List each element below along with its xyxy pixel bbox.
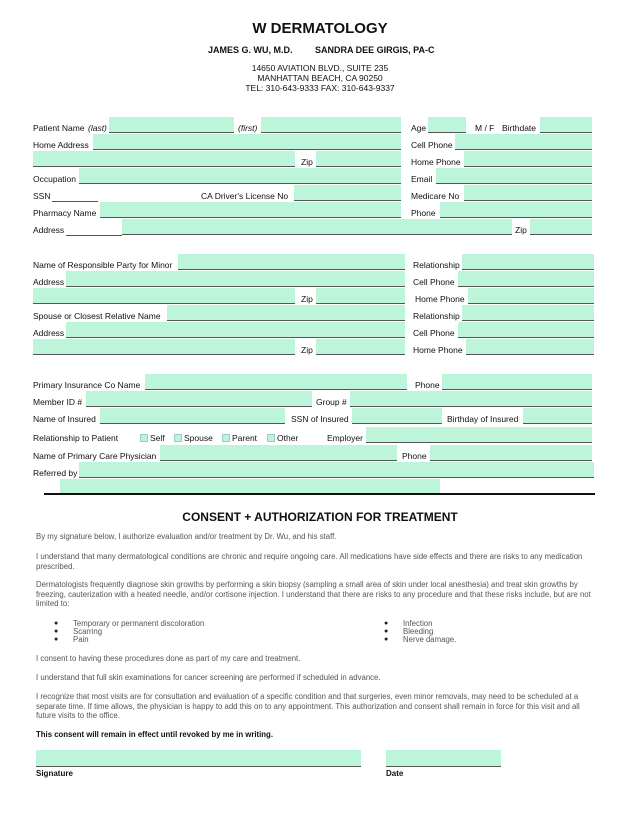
- spouse-address-label: Address: [33, 328, 65, 338]
- mf-label: M / F: [475, 123, 495, 133]
- doctor-1: JAMES G. WU, M.D.: [208, 45, 293, 55]
- risk-item: Bleeding: [403, 627, 434, 636]
- responsible-home-phone-field[interactable]: [468, 288, 594, 304]
- spouse-address-field[interactable]: [66, 322, 405, 338]
- pharmacy-address-label: Address: [33, 225, 65, 235]
- bullet-icon: ●: [384, 628, 389, 635]
- ssn-insured-field[interactable]: [352, 408, 442, 424]
- relationship-to-patient-label: Relationship to Patient: [33, 433, 119, 443]
- birthday-insured-label: Birthday of Insured: [447, 414, 519, 424]
- consent-paragraph-5: I understand that full skin examinations for cancer screening are performed if scheduled in advance.: [36, 673, 381, 682]
- home-address-field[interactable]: [93, 134, 401, 150]
- cell-phone-field[interactable]: [455, 134, 592, 150]
- primary-insurance-field[interactable]: [145, 374, 407, 390]
- bullet-icon: ●: [384, 636, 389, 643]
- spouse-cell-label: Cell Phone: [413, 328, 455, 338]
- pharmacy-address-underline: [66, 234, 122, 236]
- occupation-label: Occupation: [33, 174, 76, 184]
- pharmacy-zip-field[interactable]: [530, 219, 592, 235]
- pharmacy-label: Pharmacy Name: [33, 208, 97, 218]
- member-id-label: Member ID #: [33, 397, 83, 407]
- last-label: (last): [88, 123, 107, 133]
- patient-name-label: Patient Name: [33, 123, 85, 133]
- responsible-cell-field[interactable]: [458, 271, 594, 287]
- responsible-address-field[interactable]: [66, 271, 405, 287]
- signature-label: Signature: [36, 769, 73, 778]
- group-field[interactable]: [350, 391, 592, 407]
- home-address-label: Home Address: [33, 140, 89, 150]
- pharmacy-address-field[interactable]: [122, 219, 512, 235]
- risk-item: Temporary or permanent discoloration: [73, 619, 205, 628]
- bullet-icon: ●: [54, 620, 59, 627]
- pcp-field[interactable]: [160, 445, 397, 461]
- responsible-address-line2-field[interactable]: [33, 288, 295, 304]
- responsible-relationship-label: Relationship: [413, 260, 460, 270]
- spouse-checkbox[interactable]: [174, 434, 182, 442]
- date-label: Date: [386, 769, 404, 778]
- ssn-insured-label: SSN of Insured: [291, 414, 349, 424]
- insurance-phone-field[interactable]: [442, 374, 592, 390]
- first-name-field[interactable]: [261, 117, 401, 133]
- last-name-field[interactable]: [109, 117, 234, 133]
- bullet-icon: ●: [54, 628, 59, 635]
- spouse-home-phone-field[interactable]: [466, 339, 594, 355]
- group-label: Group #: [316, 397, 347, 407]
- responsible-home-phone-label: Home Phone: [415, 294, 465, 304]
- risk-item: Scarring: [73, 627, 103, 636]
- date-field[interactable]: [386, 750, 501, 767]
- pcp-label: Name of Primary Care Physician: [33, 451, 157, 461]
- spouse-label: Spouse or Closest Relative Name: [33, 311, 161, 321]
- employer-field[interactable]: [366, 427, 592, 443]
- ssn-field[interactable]: [52, 200, 98, 202]
- consent-paragraph-4: I consent to having these procedures done as part of my care and treatment.: [36, 654, 301, 663]
- zip-label: Zip: [301, 157, 313, 167]
- age-field[interactable]: [428, 117, 466, 133]
- spouse-field[interactable]: [167, 305, 405, 321]
- birthdate-label: Birthdate: [502, 123, 537, 133]
- bullet-icon: ●: [54, 636, 59, 643]
- medicare-field[interactable]: [464, 185, 592, 201]
- self-checkbox[interactable]: [140, 434, 148, 442]
- responsible-zip-label: Zip: [301, 294, 313, 304]
- email-label: Email: [411, 174, 433, 184]
- spouse-relationship-field[interactable]: [462, 305, 594, 321]
- responsible-cell-label: Cell Phone: [413, 277, 455, 287]
- bullet-icon: ●: [384, 620, 389, 627]
- responsible-name-label: Name of Responsible Party for Minor: [33, 260, 173, 270]
- other-checkbox[interactable]: [267, 434, 275, 442]
- member-id-field[interactable]: [86, 391, 312, 407]
- risk-item: Infection: [403, 619, 433, 628]
- phone-line: TEL: 310-643-9333 FAX: 310-643-9337: [245, 83, 395, 93]
- risk-item: Pain: [73, 635, 89, 644]
- parent-label: Parent: [232, 433, 258, 443]
- drivers-license-label: CA Driver's License No: [201, 191, 289, 201]
- spouse-home-phone-label: Home Phone: [413, 345, 463, 355]
- pharmacy-zip-label: Zip: [515, 225, 527, 235]
- pharmacy-phone-label: Phone: [411, 208, 436, 218]
- risk-item: Nerve damage.: [403, 635, 457, 644]
- pharmacy-phone-field[interactable]: [440, 202, 592, 218]
- referred-field[interactable]: [79, 462, 594, 478]
- parent-checkbox[interactable]: [222, 434, 230, 442]
- referred-label: Referred by: [33, 468, 78, 478]
- responsible-zip-field[interactable]: [316, 288, 405, 304]
- consent-paragraph-2: I understand that many dermatological conditions are chronic and require ongoing care. All medications have side effects and there are risks to any medication prescribed.: [36, 552, 583, 571]
- signature-field[interactable]: [36, 750, 361, 767]
- employer-label: Employer: [327, 433, 363, 443]
- birthdate-field[interactable]: [540, 117, 592, 133]
- responsible-relationship-field[interactable]: [462, 254, 594, 270]
- birthday-insured-field[interactable]: [523, 408, 592, 424]
- cell-phone-label: Cell Phone: [411, 140, 453, 150]
- responsible-address-label: Address: [33, 277, 65, 287]
- home-phone-label: Home Phone: [411, 157, 461, 167]
- pcp-phone-field[interactable]: [430, 445, 592, 461]
- primary-insurance-label: Primary Insurance Co Name: [33, 380, 141, 390]
- zip-field[interactable]: [316, 151, 401, 167]
- consent-paragraph-6: I recognize that most visits are for consultation and evaluation of a specific condition and that surgeries, even minor removals, may need to be scheduled at a separate time. If time allows, the physician is happy to add this on to any appointment. This authorization and consent shall remain in force for this visit and all future visits to the office.: [36, 692, 580, 721]
- spouse-zip-label: Zip: [301, 345, 313, 355]
- doctor-2: SANDRA DEE GIRGIS, PA-C: [315, 45, 435, 55]
- section-divider: [44, 493, 595, 495]
- email-field[interactable]: [436, 168, 592, 184]
- insured-name-field[interactable]: [100, 408, 285, 424]
- pharmacy-field[interactable]: [100, 202, 401, 218]
- insured-name-label: Name of Insured: [33, 414, 96, 424]
- medicare-label: Medicare No: [411, 191, 460, 201]
- ssn-label: SSN: [33, 191, 51, 201]
- occupation-field[interactable]: [79, 168, 401, 184]
- drivers-license-field[interactable]: [294, 185, 401, 201]
- practice-title: W DERMATOLOGY: [252, 20, 388, 37]
- other-label: Other: [277, 433, 299, 443]
- first-label: (first): [238, 123, 258, 133]
- address-line-1: 14650 AVIATION BLVD., SUITE 235: [251, 63, 389, 73]
- home-phone-field[interactable]: [464, 151, 592, 167]
- pcp-phone-label: Phone: [402, 451, 427, 461]
- responsible-name-field[interactable]: [178, 254, 405, 270]
- spouse-checkbox-label: Spouse: [184, 433, 213, 443]
- spouse-zip-field[interactable]: [316, 339, 405, 355]
- spouse-relationship-label: Relationship: [413, 311, 460, 321]
- self-label: Self: [150, 433, 165, 443]
- spouse-cell-field[interactable]: [458, 322, 594, 338]
- consent-paragraph-3: Dermatologists frequently diagnose skin growths by performing a skin biopsy (sampling a small area of skin under local anesthesia) and treat skin growths by freezing, cauterization with a heated needle, and/or cortisone injection. I understand that there are risks to any procedure and that these risks include, but are not limited to:: [36, 580, 591, 609]
- consent-paragraph-1: By my signature below, I authorize evaluation and/or treatment by Dr. Wu, and his staff.: [36, 532, 337, 541]
- insurance-phone-label: Phone: [415, 380, 440, 390]
- spouse-address-line2-field[interactable]: [33, 339, 295, 355]
- age-label: Age: [411, 123, 427, 133]
- consent-title: CONSENT + AUTHORIZATION FOR TREATMENT: [182, 510, 458, 524]
- home-address-line2-field[interactable]: [33, 151, 295, 167]
- address-line-2: MANHATTAN BEACH, CA 90250: [257, 73, 383, 83]
- consent-paragraph-7: This consent will remain in effect until revoked by me in writing.: [36, 730, 273, 739]
